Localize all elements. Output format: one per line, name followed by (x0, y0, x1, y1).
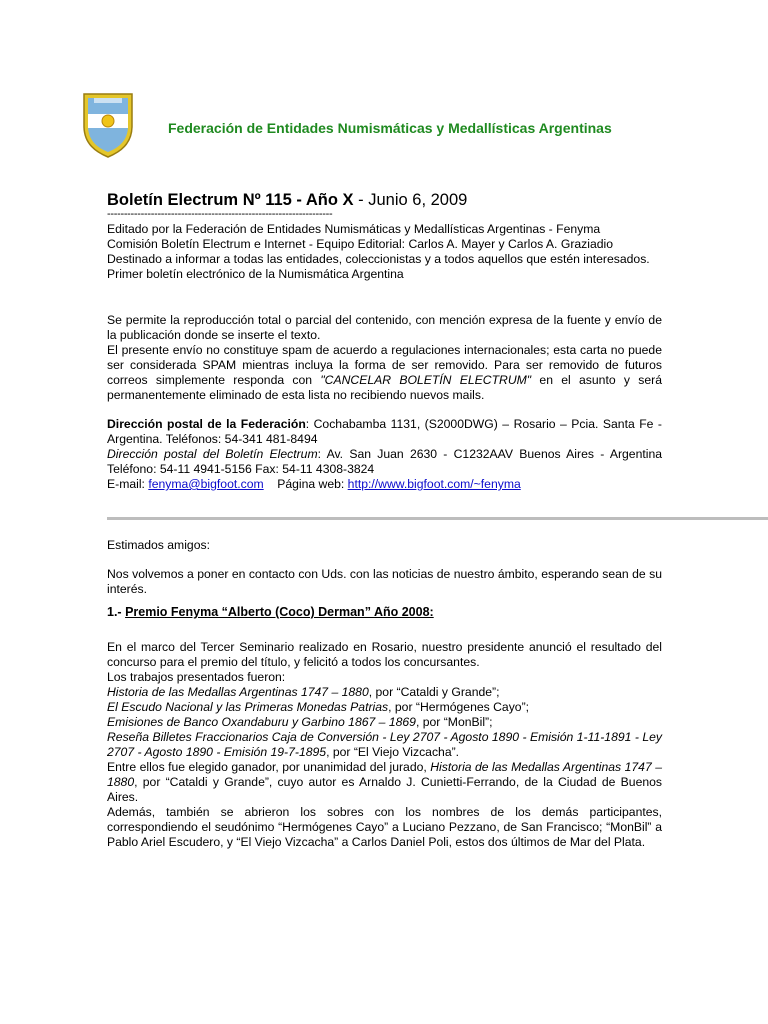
spam-notice-tail: en el asunto y será permanentemente eliminado de esta lista no recibiendo nuevos mails. (107, 373, 662, 402)
work-title: Historia de las Medallas Argentinas 1747 – 1880 (107, 685, 369, 699)
title-separator: - (353, 191, 369, 209)
work-author: , por “Cataldi y Grande”; (368, 685, 500, 699)
work-title: Emisiones de Banco Oxandaburu y Garbino 1867 – 1869 (107, 715, 416, 729)
section-title: Premio Fenyma “Alberto (Coco) Derman” Año 2008: (125, 605, 434, 619)
bulletin-title-main: Boletín Electrum Nº 115 - Año X (107, 191, 354, 209)
bulletin-address-label: Dirección postal del Boletín Electrum (107, 447, 318, 461)
work-item (107, 700, 662, 715)
participants-paragraph: Además, también se abrieron los sobres con los nombres de los demás participantes, correspondiendo el seudónimo “Hermógenes Cayo” a Luciano Pezzano, de San Francisco; “MonBil” a Pablo Ariel Escudero, y “El Viejo Vizcacha” a Carlos Daniel Poli, estos dos últimos de Mar del Plata. (107, 805, 662, 849)
web-label: Página web: (277, 477, 348, 491)
horizontal-rule (107, 517, 768, 520)
section-1-heading (107, 605, 434, 619)
work-author: , por “Hermógenes Cayo”; (388, 700, 530, 714)
work-title: El Escudo Nacional y las Primeras Monedas Patrias (107, 700, 389, 714)
seminar-paragraph: En el marco del Tercer Seminario realizado en Rosario, nuestro presidente anunció el resultado del concurso para el premio del título, y felicitó a todos los concursantes. (107, 640, 662, 669)
work-title: Reseña Billetes Fraccionarios Caja de Conversión - Ley 2707 - Agosto 1890 - Emisión 1-11-1891 - Ley 2707 - Agosto 1890 - Emisión 19-7-1895 (107, 730, 662, 759)
website-link[interactable]: http://www.bigfoot.com/~fenyma (347, 477, 521, 491)
bulletin-address (107, 447, 662, 477)
federation-address-text: : Cochabamba 1131, (S2000DWG) – Rosario – Pcia. Santa Fe - Argentina. Teléfonos: 54-341 481-8494 (107, 417, 662, 446)
work-author: , por “MonBil”; (415, 715, 493, 729)
intro-line-4: Primer boletín electrónico de la Numismática Argentina (107, 267, 404, 281)
federation-address-label: Dirección postal de la Federación (107, 417, 306, 431)
work-item (107, 715, 662, 730)
works-intro: Los trabajos presentados fueron: (107, 670, 286, 684)
intro-line-1: Editado por la Federación de Entidades Numismáticas y Medallísticas Argentinas - Fenyma (107, 222, 601, 236)
winner-text: Entre ellos fue elegido ganador, por unanimidad del jurado, (107, 760, 431, 774)
federation-crest-icon (80, 90, 136, 158)
section-number: 1.- (107, 605, 126, 619)
federation-address (107, 417, 662, 447)
email-label: E-mail: (107, 477, 149, 491)
intro-line-3: Destinado a informar a todas las entidades, coleccionistas y a todos aquellos que estén interesados. (107, 252, 650, 266)
intro-block (107, 222, 662, 282)
winner-author: , por “Cataldi y Grande”, cuyo autor es Arnaldo J. Cunietti-Ferrando, de la Ciudad de Buenos Aires. (107, 775, 662, 804)
spam-notice (107, 343, 662, 403)
greeting: Estimados amigos: (107, 538, 210, 552)
contact-line (107, 477, 662, 492)
intro-line-2: Comisión Boletín Electrum e Internet - Equipo Editorial: Carlos A. Mayer y Carlos A. Graziadio (107, 237, 613, 251)
winner-title: Historia de las Medallas Argentinas 1747 – 1880 (107, 760, 662, 789)
notice-block (107, 313, 662, 403)
section-1-body (107, 640, 662, 850)
work-item (107, 685, 662, 700)
winner-paragraph (107, 760, 662, 805)
dash-separator: ------------------------------------------------------------------- (107, 208, 333, 220)
bulletin-address-text: : Av. San Juan 2630 - C1232AAV Buenos Aires - Argentina Teléfono: 54-11 4941-5156 Fax: 54-11 4308-3824 (107, 447, 662, 476)
cancel-command: "CANCELAR BOLETÍN ELECTRUM" (320, 373, 532, 387)
organization-name: Federación de Entidades Numismáticas y Medallísticas Argentinas (168, 120, 612, 136)
email-link[interactable]: fenyma@bigfoot.com (148, 477, 264, 491)
address-block (107, 417, 662, 492)
bulletin-date: Junio 6, 2009 (368, 191, 468, 209)
spam-notice-text: El presente envío no constituye spam de acuerdo a regulaciones internacionales; esta carta no puede ser considerada SPAM mientras incluya la forma de ser removido. Para ser removido de futuros correos simplemente responda con (107, 343, 662, 387)
reproduction-notice: Se permite la reproducción total o parcial del contenido, con mención expresa de la fuente y envío de la publicación donde se inserte el texto. (107, 313, 662, 342)
header (80, 90, 680, 158)
work-author: , por “El Viejo Vizcacha”. (326, 745, 460, 759)
opening-paragraph: Nos volvemos a poner en contacto con Uds. con las noticias de nuestro ámbito, esperando sean de su interés. (107, 567, 662, 596)
work-item (107, 730, 662, 760)
